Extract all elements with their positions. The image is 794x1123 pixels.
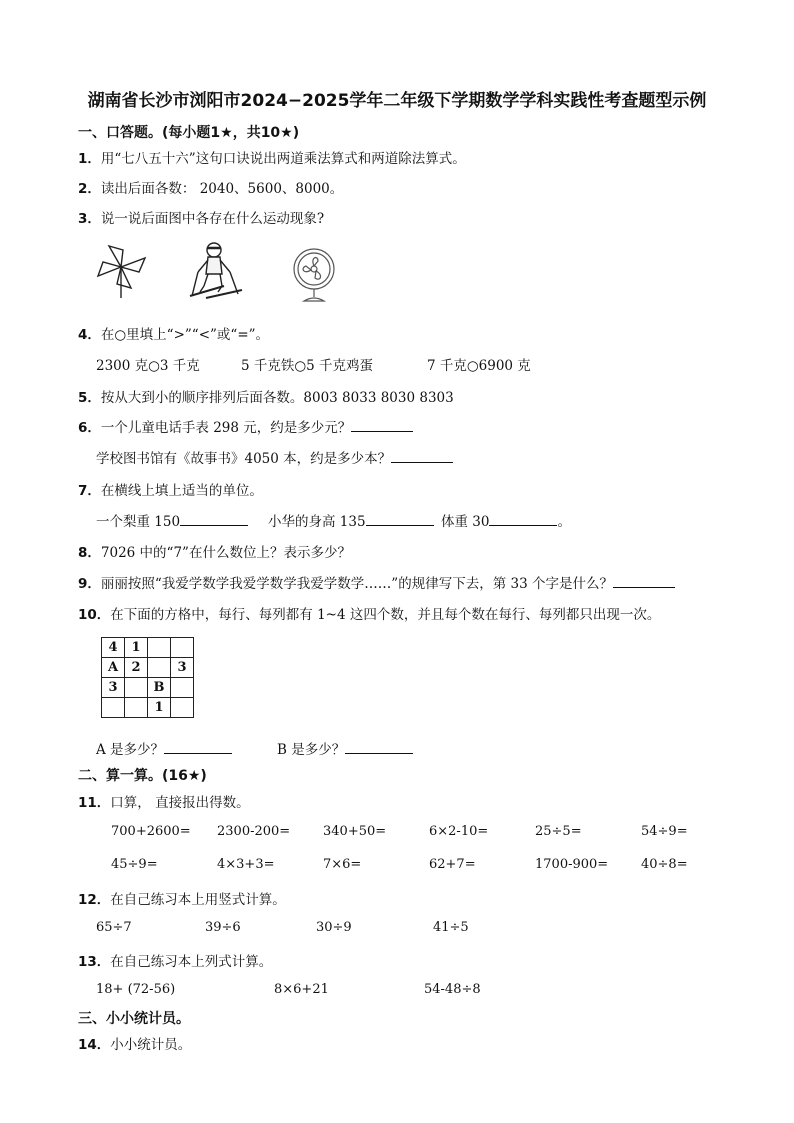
question-number: 3．: [78, 211, 101, 227]
mental-calc-item: 7×6=: [323, 857, 362, 872]
section-2-heading: 二、算一算。(16★): [78, 768, 207, 784]
answer-blank[interactable]: [180, 513, 248, 526]
ask-a-text: A 是多少？: [96, 742, 165, 758]
question-number: 7．: [78, 483, 101, 499]
question-number: 4．: [78, 327, 101, 343]
answer-blank[interactable]: [164, 741, 232, 754]
question-13: [78, 950, 272, 970]
question-number: 1．: [78, 151, 101, 167]
sentence-end: 。: [557, 514, 571, 530]
answer-blank[interactable]: [391, 450, 453, 463]
unit-item: [268, 510, 434, 530]
grid-cell: [148, 638, 171, 658]
mental-calc-item: 45÷9=: [111, 857, 158, 872]
grid-cell: 1: [125, 638, 148, 658]
ask-b-text: B 是多少？: [277, 742, 346, 758]
question-number: 13．: [78, 954, 111, 970]
question-text: 丽丽按照“我爱学数学我爱学数学我爱学数学……”的规律写下去，第 33 个字是什么？: [100, 576, 613, 592]
question-number: 8．: [78, 545, 101, 561]
grid-row: [102, 698, 194, 718]
ask-b: [277, 738, 413, 758]
question-text: 按从大到小的顺序排列后面各数。8003 8033 8030 8303: [100, 390, 454, 406]
answer-blank[interactable]: [489, 513, 557, 526]
expression-item: 54-48÷8: [424, 982, 481, 997]
unit-item-text: 体重 30: [441, 514, 490, 530]
expression-item: 18+ (72-56): [96, 982, 176, 997]
grid-cell: [125, 678, 148, 698]
question-number: 9．: [78, 576, 101, 592]
grid-cell: [125, 698, 148, 718]
grid-cell: 1: [148, 698, 171, 718]
grid-cell: [171, 698, 194, 718]
vertical-calc-item: 65÷7: [96, 920, 132, 935]
question-9: [78, 572, 675, 592]
question-5: [78, 386, 454, 406]
question-text: 说一说后面图中各存在什么运动现象?: [100, 211, 325, 227]
unit-item-text: 一个梨重 150: [96, 514, 181, 530]
compare-item: 7 千克○6900 克: [427, 358, 531, 374]
sudoku-grid: [101, 637, 194, 718]
question-2: [78, 177, 343, 197]
question-11: [78, 791, 250, 811]
grid-row: [102, 678, 194, 698]
grid-cell: [171, 678, 194, 698]
question-number: 10．: [78, 607, 111, 623]
question-1: [78, 147, 466, 167]
question-12: [78, 888, 286, 908]
unit-item: [441, 510, 571, 530]
unit-item-text: 小华的身高 135: [268, 514, 366, 530]
compare-item: 2300 克○3 千克: [96, 358, 200, 374]
question-7: [78, 479, 263, 499]
question-number: 5．: [78, 390, 101, 406]
page-title: 湖南省长沙市浏阳市2024−2025学年二年级下学期数学学科实践性考查题型示例: [87, 91, 707, 111]
mental-calc-item: 6×2-10=: [429, 824, 489, 839]
grid-cell: [148, 658, 171, 678]
question-number: 11．: [78, 795, 111, 811]
grid-cell: 2: [125, 658, 148, 678]
mental-calc-item: 4×3+3=: [217, 857, 275, 872]
mental-calc-item: 40÷8=: [641, 857, 688, 872]
vertical-calc-item: 41÷5: [433, 920, 469, 935]
question-10: [78, 603, 660, 623]
pinwheel-icon: [95, 242, 151, 300]
unit-item: [96, 510, 248, 530]
mental-calc-item: 2300-200=: [217, 824, 291, 839]
question-number: 2．: [78, 181, 101, 197]
grid-cell: B: [148, 678, 171, 698]
question-text: 小小统计员。: [110, 1037, 192, 1053]
question-text: 读出后面各数： 2040、5600、8000。: [100, 181, 344, 197]
vertical-calc-item: 30÷9: [316, 920, 352, 935]
expression-item: 8×6+21: [274, 982, 329, 997]
question-number: 6．: [78, 420, 101, 436]
vertical-calc-item: 39÷6: [205, 920, 241, 935]
question-text: 在自己练习本上用竖式计算。: [110, 892, 286, 908]
question-text: 口算， 直接报出得数。: [110, 795, 250, 811]
question-text: 在自己练习本上列式计算。: [110, 954, 273, 970]
grid-cell: A: [102, 658, 125, 678]
mental-calc-item: 54÷9=: [641, 824, 688, 839]
question-8: [78, 541, 351, 561]
question-3: [78, 207, 324, 227]
mental-calc-item: 1700-900=: [535, 857, 609, 872]
question-text: 在横线上填上适当的单位。: [100, 483, 263, 499]
answer-blank[interactable]: [351, 419, 413, 432]
question-text: 用“七八五十六”这句口诀说出两道乘法算式和两道除法算式。: [100, 151, 466, 167]
mental-calc-item: 25÷5=: [535, 824, 582, 839]
mental-calc-item: 340+50=: [323, 824, 387, 839]
mental-calc-item: 62+7=: [429, 857, 476, 872]
answer-blank[interactable]: [366, 513, 434, 526]
question-14: [78, 1033, 191, 1053]
question-text: 在下面的方格中，每行、每列都有 1~4 这四个数，并且每个数在每行、每列都只出现一次。: [110, 607, 661, 623]
grid-row: [102, 658, 194, 678]
grid-cell: 4: [102, 638, 125, 658]
question-4: [78, 323, 269, 343]
section-3-heading: 三、小小统计员。: [78, 1011, 190, 1027]
skier-icon: [184, 240, 246, 302]
grid-cell: 3: [171, 658, 194, 678]
question-number: 12．: [78, 892, 111, 908]
section-1-heading: 一、口答题。(每小题1★，共10★): [78, 125, 300, 141]
answer-blank[interactable]: [345, 741, 413, 754]
ask-a: [96, 738, 232, 758]
question-text: 学校图书馆有《故事书》4050 本，约是多少本？: [96, 451, 392, 467]
grid-row: [102, 638, 194, 658]
mental-calc-item: 700+2600=: [111, 824, 191, 839]
question-6-part-2: [96, 447, 453, 467]
grid-cell: 3: [102, 678, 125, 698]
answer-blank[interactable]: [613, 575, 675, 588]
grid-cell: [102, 698, 125, 718]
question-number: 14．: [78, 1037, 111, 1053]
grid-cell: [171, 638, 194, 658]
electric-fan-icon: [288, 247, 340, 303]
question-6: [78, 416, 413, 436]
question-text: 一个儿童电话手表 298 元，约是多少元？: [100, 420, 352, 436]
question-text: 在○里填上“>”“<”或“=”。: [100, 327, 270, 343]
question-text: 7026 中的“7”在什么数位上？表示多少？: [100, 545, 351, 561]
compare-item: 5 千克铁○5 千克鸡蛋: [241, 358, 374, 374]
